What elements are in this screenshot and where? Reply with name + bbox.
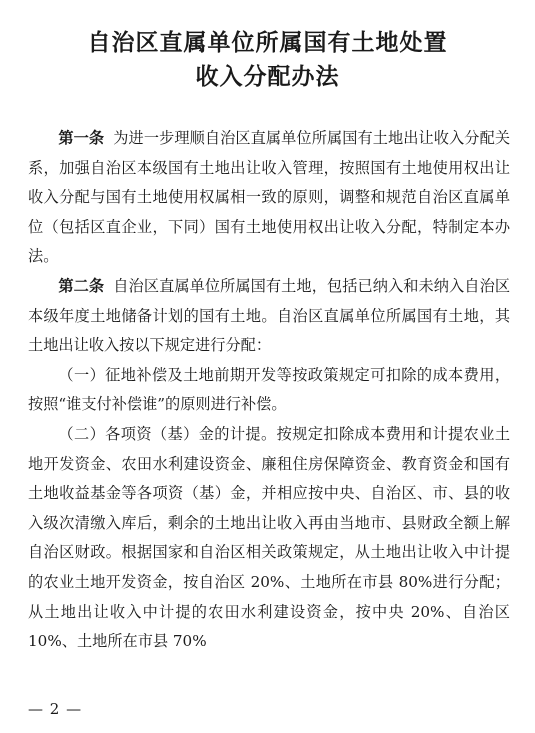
clause-1-text: （一）征地补偿及土地前期开发等按政策规定可扣除的成本费用，按照“谁支付补偿谁”的原则进行补偿。 — [28, 365, 510, 414]
article-1-heading: 第一条 — [58, 129, 105, 147]
document-body — [28, 124, 510, 657]
document-title-line1: 自治区直属单位所属国有土地处置 — [87, 30, 448, 56]
article-1-paragraph — [28, 124, 510, 272]
article-2-text: 自治区直属单位所属国有土地，包括已纳入和未纳入自治区本级年度土地储备计划的国有土地。自治区直属单位所属国有土地，其土地出让收入按以下规定进行分配： — [28, 276, 511, 355]
clause-2-text: （二）各项资（基）金的计提。按规定扣除成本费用和计提农业土地开发资金、农田水利建设资金、廉租住房保障资金、教育资金和国有土地收益基金等各项资（基）金，并相应按中央、自治区、市、县的收入级次清缴入库后，剩余的土地出让收入再由当地市、县财政全额上解自治区财政。根据国家和自治区相关政策规定，从土地出让收入中计提的农业土地开发资金，按自治区 20%、土地所在市县 80%进行分配；从土地出让收入中计提的农田水利建设资金，按中央 20%、自治区 10%、土地所在市县 70% — [28, 424, 510, 651]
clause-2-paragraph — [28, 420, 510, 657]
page-number: — 2 — — [28, 700, 83, 718]
article-2-paragraph — [28, 272, 510, 361]
article-1-text: 为进一步理顺自治区直属单位所属国有土地出让收入分配关系，加强自治区本级国有土地出让收入管理，按照国有土地使用权出让收入分配与国有土地使用权属相一致的原则，调整和规范自治区直属单位（包括区直企业，下同）国有土地使用权出让收入分配，特制定本办法。 — [28, 129, 511, 266]
document-title-line2: 收入分配办法 — [195, 64, 340, 90]
article-2-heading: 第二条 — [58, 276, 105, 295]
clause-1-paragraph — [28, 361, 510, 420]
